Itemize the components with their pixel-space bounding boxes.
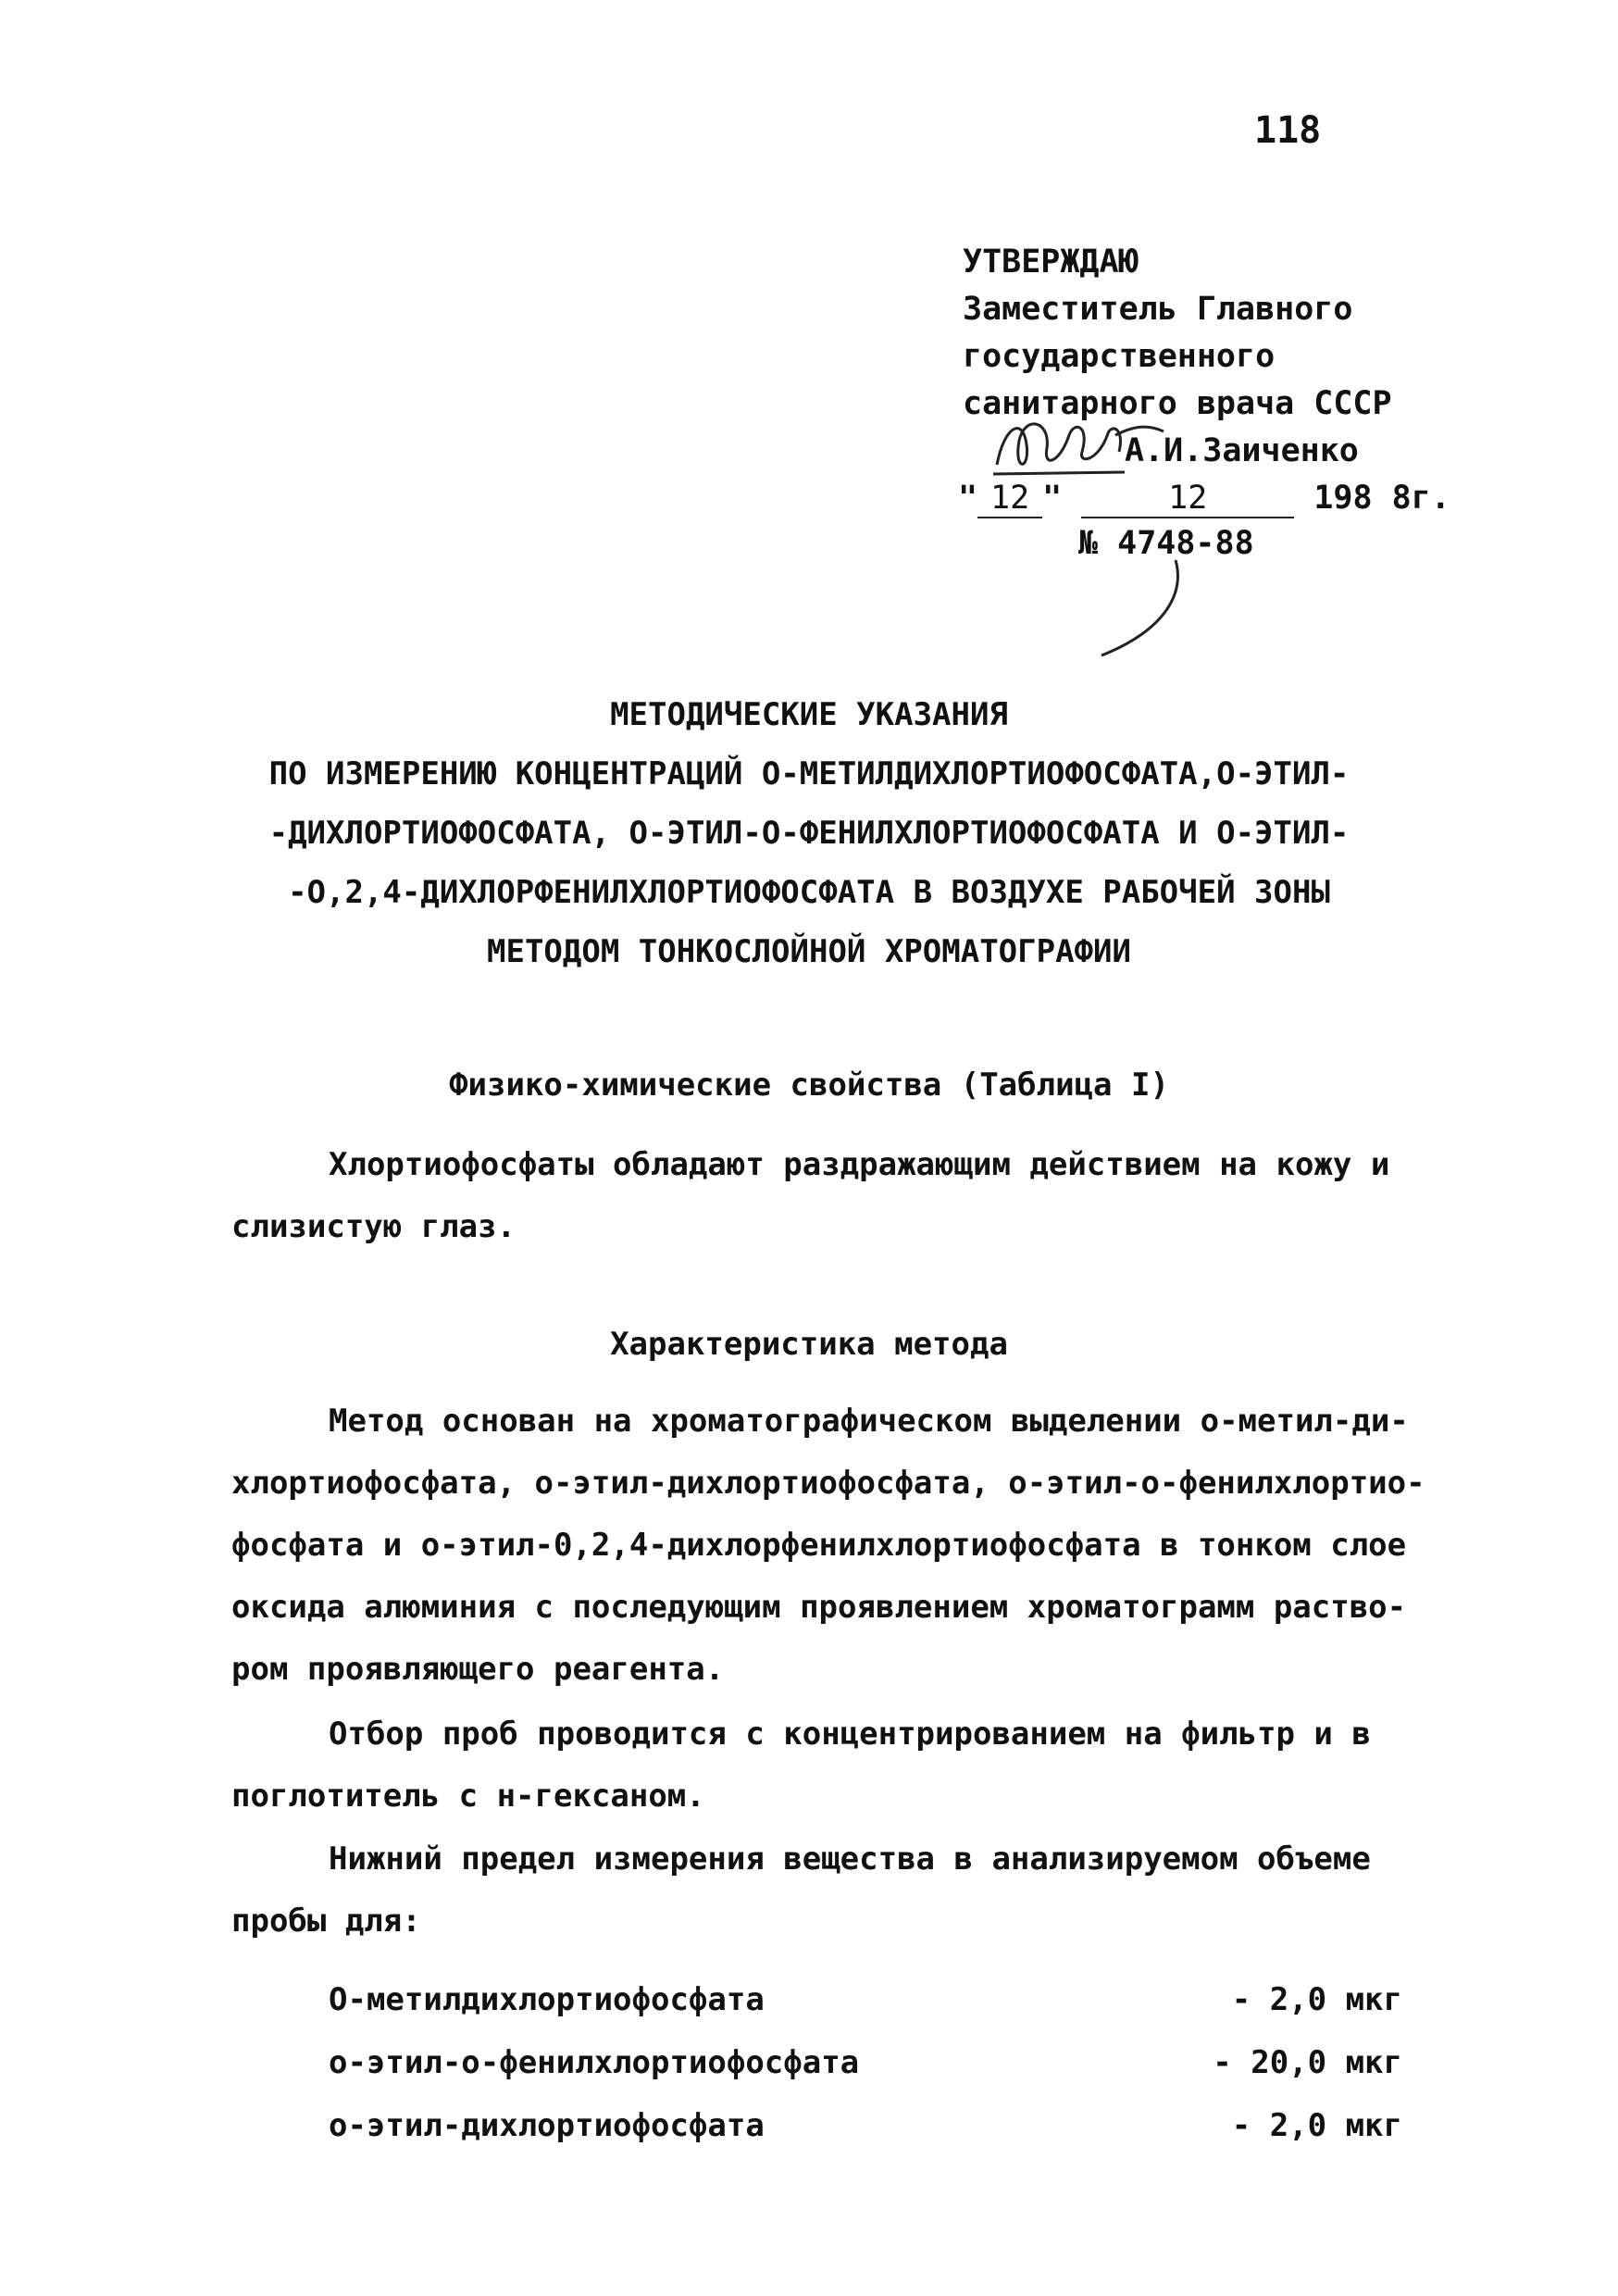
signature-flourish xyxy=(1064,555,1222,667)
limit-substance: о-этил-о-фенилхлортиофосфата xyxy=(329,2044,860,2081)
paragraph-line: пробы для: xyxy=(231,1903,421,1940)
date-month: 12 xyxy=(1081,480,1294,518)
paragraph-line: оксида алюминия с последующим проявлением хроматограмм раство- xyxy=(231,1589,1407,1626)
paragraph-line: Хлортиофосфаты обладают раздражающим действием на кожу и xyxy=(329,1146,1390,1183)
list-item xyxy=(329,2031,1402,2094)
approval-signatory: А.И.Заиченко xyxy=(1125,432,1359,469)
title-line: -ДИХЛОРТИОФОСФАТА, О-ЭТИЛ-О-ФЕНИЛХЛОРТИОФОСФАТА И О-ЭТИЛ- xyxy=(268,815,1350,852)
list-item xyxy=(329,2094,1402,2157)
detection-limits-list xyxy=(329,1968,1402,2157)
document-title xyxy=(0,685,1618,981)
paragraph-line: поглотитель с н-гексаном. xyxy=(231,1778,705,1815)
paragraph-line: Отбор проб проводится с концентрированием на фильтр и в xyxy=(329,1716,1371,1753)
approval-date: " 12 " 12 198 8г. xyxy=(958,480,1450,517)
limit-value: - 2,0 мкг xyxy=(1231,1981,1402,2018)
approval-heading: УТВЕРЖДАЮ xyxy=(963,243,1139,281)
physchem-heading: Физико-химические свойства (Таблица I) xyxy=(449,1067,1169,1104)
approval-line: государственного xyxy=(963,338,1276,375)
limit-value: - 20,0 мкг xyxy=(1213,2044,1402,2081)
method-paragraph-3 xyxy=(231,1828,1398,1953)
method-paragraph-2 xyxy=(231,1703,1398,1828)
method-paragraph-1 xyxy=(231,1391,1425,1701)
limit-substance: о-этил-дихлортиофосфата xyxy=(329,2107,765,2144)
physchem-paragraph xyxy=(231,1134,1398,1258)
title-line: МЕТОДОМ ТОНКОСЛОЙНОЙ ХРОМАТОГРАФИИ xyxy=(487,933,1131,970)
paragraph-line: слизистую глаз. xyxy=(231,1208,517,1245)
title-line: ПО ИЗМЕРЕНИЮ КОНЦЕНТРАЦИЙ О-МЕТИЛДИХЛОРТИОФОСФАТА,О-ЭТИЛ- xyxy=(268,755,1350,792)
method-heading: Характеристика метода xyxy=(610,1326,1008,1363)
date-day: 12 xyxy=(977,480,1042,518)
date-year: 198 8г. xyxy=(1313,480,1450,517)
paragraph-line: Нижний предел измерения вещества в анализируемом объеме xyxy=(329,1841,1371,1878)
paragraph-line: ром проявляющего реагента. xyxy=(231,1651,725,1688)
page-number: 118 xyxy=(1254,109,1322,152)
approval-line: санитарного врача СССР xyxy=(963,385,1392,422)
approval-line: Заместитель Главного xyxy=(963,291,1353,328)
list-item xyxy=(329,1968,1402,2031)
limit-value: - 2,0 мкг xyxy=(1231,2107,1402,2144)
title-line: МЕТОДИЧЕСКИЕ УКАЗАНИЯ xyxy=(610,696,1008,733)
signature-mark xyxy=(986,407,1171,481)
paragraph-line: хлортиофосфата, о-этил-дихлортиофосфата, о-этил-о-фенилхлортио- xyxy=(231,1465,1425,1502)
approval-number: № 4748-88 xyxy=(1078,525,1254,562)
paragraph-line: Метод основан на хроматографическом выделении о-метил-ди- xyxy=(329,1403,1409,1440)
title-line: -О,2,4-ДИХЛОРФЕНИЛХЛОРТИОФОСФАТА В ВОЗДУХЕ РАБОЧЕЙ ЗОНЫ xyxy=(288,874,1330,911)
paragraph-line: фосфата и о-этил-0,2,4-дихлорфенилхлортиофосфата в тонком слое xyxy=(231,1527,1407,1564)
limit-substance: О-метилдихлортиофосфата xyxy=(329,1981,765,2018)
